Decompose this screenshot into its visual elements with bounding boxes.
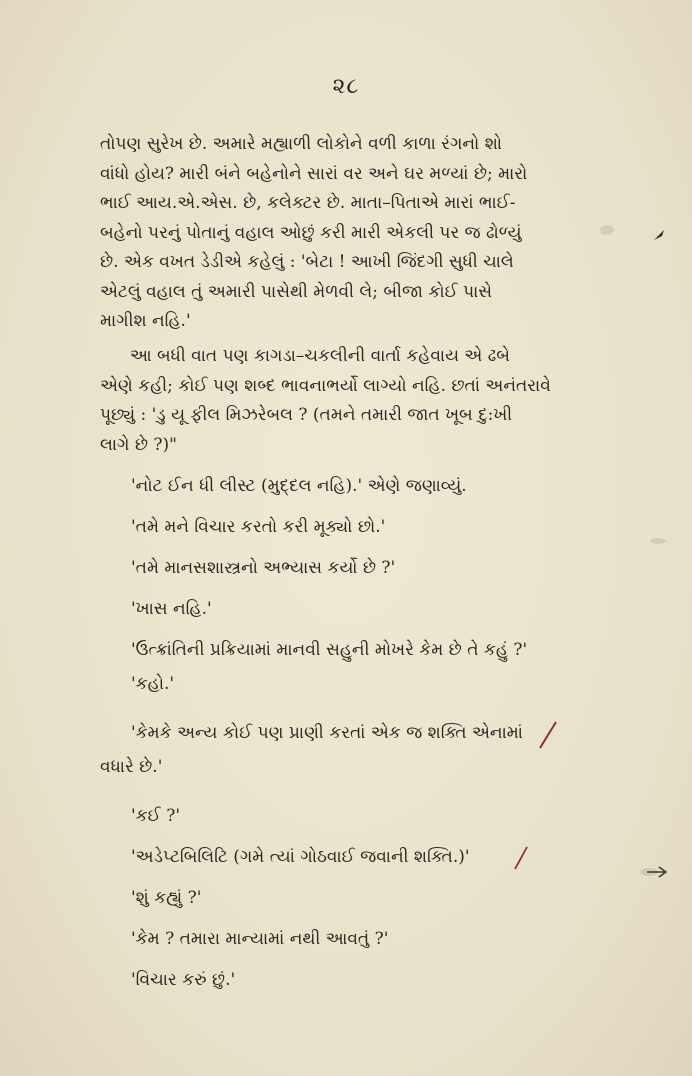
dialogue-line: 'વિચાર કરું છું.' (131, 970, 236, 990)
text-line: ભાઈ આય.એ.એસ. છે, કલેક્ટર છે. માતા–પિતાએ મારાં ભાઈ- (100, 193, 516, 213)
paper-stain (650, 538, 666, 544)
pen-mark-icon (537, 720, 559, 750)
dialogue-line: 'ખાસ નહિ.' (131, 599, 212, 619)
dialogue-line: 'કહો.' (131, 674, 175, 694)
dialogue-line: વધારે છે.' (100, 757, 163, 777)
text-line: આ બધી વાત પણ કાગડા–ચકલીની વાર્તા કહેવાય એ ઢબે (130, 346, 510, 366)
dialogue-line: 'કઈ ?' (131, 806, 180, 826)
dialogue-line: 'શું કહ્યું ?' (131, 888, 202, 908)
pen-mark-icon (512, 845, 530, 871)
text-line: લાગે છે ?)" (100, 434, 177, 455)
margin-arrow-icon (646, 866, 668, 878)
dialogue-line: 'ઉત્ક્રાંતિની પ્રક્રિયામાં માનવી સહુની મોખરે કેમ છે તે કહું ?' (131, 640, 528, 660)
paragraph-1 (100, 130, 640, 337)
text-line: વાંધો હોય? મારી બંને બહેનોને સારાં વર અને ઘર મળ્યાં છે; મારો (100, 163, 528, 184)
text-line: માગીશ નહિ.' (100, 311, 191, 331)
dialogue-line: 'અડેપ્ટબિલિટિ (ગમે ત્યાં ગોઠવાઈ જવાની શક્તિ.)' (131, 847, 470, 867)
margin-mark-icon (652, 228, 666, 242)
dialogue-line: 'કેમ ? તમારા માન્યામાં નથી આવતું ?' (131, 929, 389, 949)
text-line: બહેનો પરનું પોતાનું વહાલ ઓછું કરી મારી એકલી પર જ ઢોળ્યું (100, 222, 522, 243)
text-line: છે. એક વખત ડેડીએ કહેલું : 'બેટા ! આખી જિંદગી સુધી ચાલે (100, 252, 514, 272)
dialogue-line: 'તમે મને વિચાર કરતો કરી મૂક્યો છો.' (131, 517, 386, 537)
dialogue-line: 'કેમકે અન્ય કોઈ પણ પ્રાણી કરતાં એક જ શક્તિ એનામાં (131, 723, 523, 743)
text-line: એટલું વહાલ તું અમારી પાસેથી મેળવી લે; બીજા કોઈ પાસે (100, 281, 493, 302)
text-line: તોપણ સુરેખ છે. અમારે મહ્યાળી લોકોને વળી કાળા રંગનો શો (100, 134, 503, 154)
paragraph-2 (100, 342, 640, 460)
dialogue-line: 'નોટ ઈન ધી લીસ્ટ (મુદ્દલ નહિ).' એણે જણાવ્યું. (131, 476, 467, 496)
page-number: ૨૮ (332, 74, 360, 99)
dialogue-line: 'તમે માનસશાસ્ત્રનો અભ્યાસ કર્યો છે ?' (131, 558, 396, 578)
text-line: પૂછ્યું : 'ડુ યૂ ફીલ મિઝરેબલ ? (તમને તમારી જાત ખૂબ દુ:ખી (100, 405, 513, 425)
text-line: એણે કહી; કોઈ પણ શબ્દ ભાવનાભર્યો લાગ્યો નહિ. છતાં અનંતરાવે (100, 375, 551, 396)
